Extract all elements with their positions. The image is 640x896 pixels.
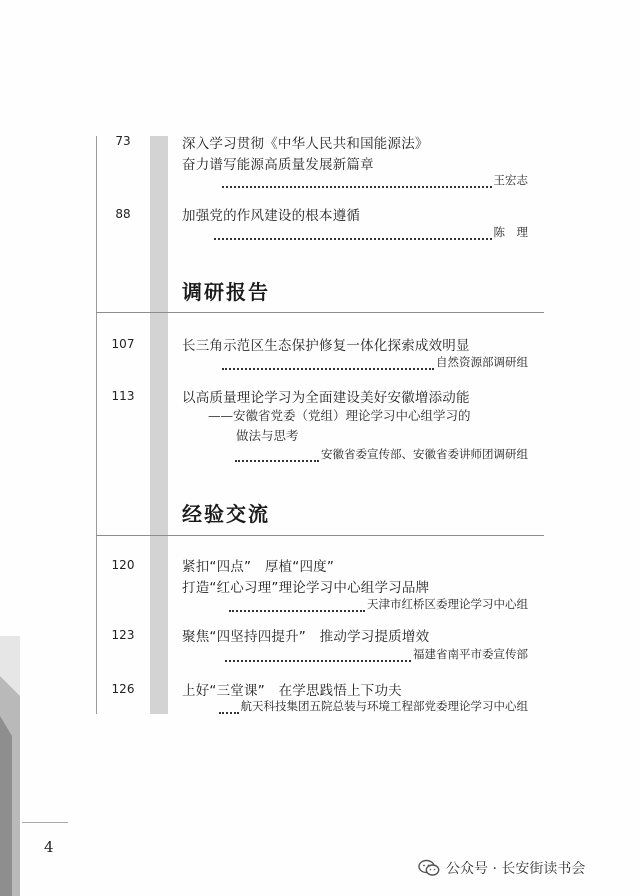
entry-subtitle: ——安徽省党委（党组）理论学习中心组学习的: [208, 408, 471, 423]
leader-dots: [235, 452, 319, 462]
author-name: 陈 理: [493, 225, 528, 239]
wechat-icon: [418, 859, 440, 877]
entry-title: 聚焦“四坚持四提升” 推动学习提质增效: [182, 629, 430, 645]
left-rule: [96, 244, 97, 312]
entry-author: [229, 596, 528, 612]
page-number: 113: [111, 389, 135, 403]
section-heading: 调研报告: [182, 280, 270, 304]
entry-title: 紧扣“四点” 厚植“四度”: [182, 559, 335, 575]
entry-title: 加强党的作风建设的根本遵循: [182, 208, 361, 224]
section-heading: 经验交流: [182, 502, 270, 526]
page-number: 123: [111, 628, 135, 642]
leader-dots: [219, 704, 239, 714]
leader-dots: [222, 178, 492, 188]
entry-author: [225, 646, 528, 662]
author-name: 自然资源部调研组: [436, 355, 528, 369]
entry-title: 上好“三堂课” 在学思践悟上下功夫: [182, 683, 402, 699]
left-rule: [96, 136, 97, 244]
author-name: 天津市红桥区委理论学习中心组: [367, 597, 528, 611]
folio-rule: [22, 822, 68, 823]
leader-dots: [222, 360, 434, 370]
entry-author: [214, 224, 529, 240]
page-number: 107: [111, 337, 135, 351]
author-name: 航天科技集团五院总装与环境工程部党委理论学习中心组: [240, 699, 528, 713]
gray-bar: [150, 485, 168, 535]
entry-author: [219, 698, 529, 714]
leader-dots: [214, 230, 492, 240]
left-rule: [96, 536, 97, 714]
page-number: 126: [111, 682, 135, 696]
page-number: 88: [115, 207, 131, 221]
entry-author: [222, 354, 528, 370]
entry-title: 长三角示范区生态保护修复一体化探索成效明显: [182, 338, 470, 354]
watermark: [418, 858, 585, 878]
folio-number: 4: [44, 838, 54, 856]
leader-dots: [229, 602, 365, 612]
entry-title: 以高质量理论学习为全面建设美好安徽增添动能: [182, 390, 470, 406]
page-number: 120: [111, 558, 135, 572]
gray-bar: [150, 536, 168, 714]
leader-dots: [225, 652, 411, 662]
gray-bar: [150, 136, 168, 244]
left-rule: [96, 485, 97, 535]
author-name: 王宏志: [493, 173, 528, 187]
gray-bar: [150, 244, 168, 312]
entry-title: 奋力谱写能源高质量发展新篇章: [182, 157, 374, 173]
entry-subtitle: 做法与思考: [236, 428, 299, 443]
entry-title: 打造“红心习理”理论学习中心组学习品牌: [182, 580, 430, 596]
author-name: 福建省南平市委宣传部: [413, 647, 528, 661]
entry-author: [235, 446, 528, 462]
entry-author: [222, 172, 529, 188]
page-number: 73: [115, 134, 131, 148]
entry-title: 深入学习贯彻《中华人民共和国能源法》: [182, 136, 429, 152]
left-rule: [96, 313, 97, 485]
watermark-text: 公众号 · 长安街读书会: [446, 861, 586, 877]
gray-bar: [150, 313, 168, 485]
author-name: 安徽省委宣传部、安徽省委讲师团调研组: [321, 447, 528, 461]
decorative-corner: [0, 636, 30, 896]
